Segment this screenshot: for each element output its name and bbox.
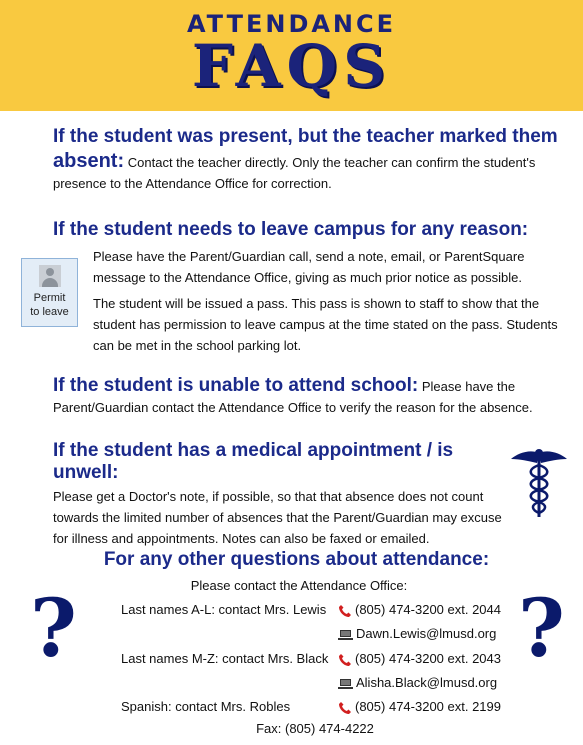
faq-medical-appointment	[53, 440, 508, 549]
caduceus-icon	[510, 447, 568, 519]
faq4-heading: If the student has a medical appointment / is unwell:	[53, 440, 454, 483]
faq-present-marked-absent	[53, 126, 568, 194]
permit-label-line1: Permit	[33, 292, 66, 304]
contact-lewis-label: Last names A-L: contact Mrs. Lewis	[121, 602, 327, 617]
faq-leave-campus-heading-block	[53, 219, 568, 241]
faq2-body2: The student will be issued a pass. This pass is shown to staff to show that the student has permission to leave campus at the time stated on the pass. Students can be met in the school parking lot.	[93, 296, 558, 353]
faq2-body1: Please have the Parent/Guardian call, send a note, email, or ParentSquare message to the Attendance Office, giving as much prior notice as possible.	[93, 249, 525, 285]
phone-icon	[338, 653, 352, 667]
permit-to-leave-badge	[21, 258, 78, 327]
robles-phone-number: (805) 474-3200 ext. 2199	[355, 699, 501, 714]
phone-icon	[338, 701, 352, 715]
contact-black-label: Last names M-Z: contact Mrs. Black	[121, 651, 329, 666]
faq1-heading: If the student was present, but the teacher marked them	[53, 126, 558, 147]
lewis-phone-number: (805) 474-3200 ext. 2044	[355, 602, 501, 617]
header-banner	[0, 0, 583, 111]
laptop-icon	[338, 629, 353, 641]
banner-faqs-title: FAQS	[191, 32, 392, 100]
question-mark-right-icon: ?	[518, 581, 565, 675]
fax-number: Fax: (805) 474-4222	[256, 721, 374, 736]
contact-robles-phone[interactable]	[338, 698, 501, 716]
faq4-body: Please get a Doctor's note, if possible, so that that absence does not count towards the limited number of absences that the Parent/Guardian may excuse for illness and appointments. Notes can also be faxed or emailed.	[53, 489, 502, 546]
contact-black-email[interactable]	[338, 674, 497, 692]
laptop-icon	[338, 678, 353, 690]
permit-label-line2: to leave	[30, 306, 69, 318]
question-mark-left-icon: ?	[30, 581, 77, 675]
black-email-address: Alisha.Black@lmusd.org	[356, 675, 498, 690]
faq1-heading-absent: absent:	[53, 150, 125, 172]
faq-unable-to-attend	[53, 375, 568, 418]
faq2-heading: If the student needs to leave campus for any reason:	[53, 219, 529, 240]
contact-lewis-phone[interactable]	[338, 601, 501, 619]
black-phone-number: (805) 474-3200 ext. 2043	[355, 651, 501, 666]
phone-icon	[338, 604, 352, 618]
contact-lewis-email[interactable]	[338, 625, 496, 643]
lewis-email-address: Dawn.Lewis@lmusd.org	[356, 626, 497, 641]
faq1-body: Contact the teacher directly. Only the teacher can confirm the student's presence to the Attendance Office for correction.	[53, 155, 536, 191]
faq3-body: Please have the Parent/Guardian contact the Attendance Office to verify the reason for the absence.	[53, 379, 533, 415]
banner-title: ATTENDANCE	[186, 10, 397, 38]
faq3-heading: If the student is unable to attend school:	[53, 375, 419, 396]
contact-heading: For any other questions about attendance:	[103, 549, 490, 570]
person-icon	[39, 265, 61, 287]
contact-subheading: Please contact the Attendance Office:	[190, 578, 408, 593]
contact-black-phone[interactable]	[338, 650, 501, 668]
contact-robles-label: Spanish: contact Mrs. Robles	[121, 699, 291, 714]
faq-leave-campus-body	[93, 246, 563, 356]
